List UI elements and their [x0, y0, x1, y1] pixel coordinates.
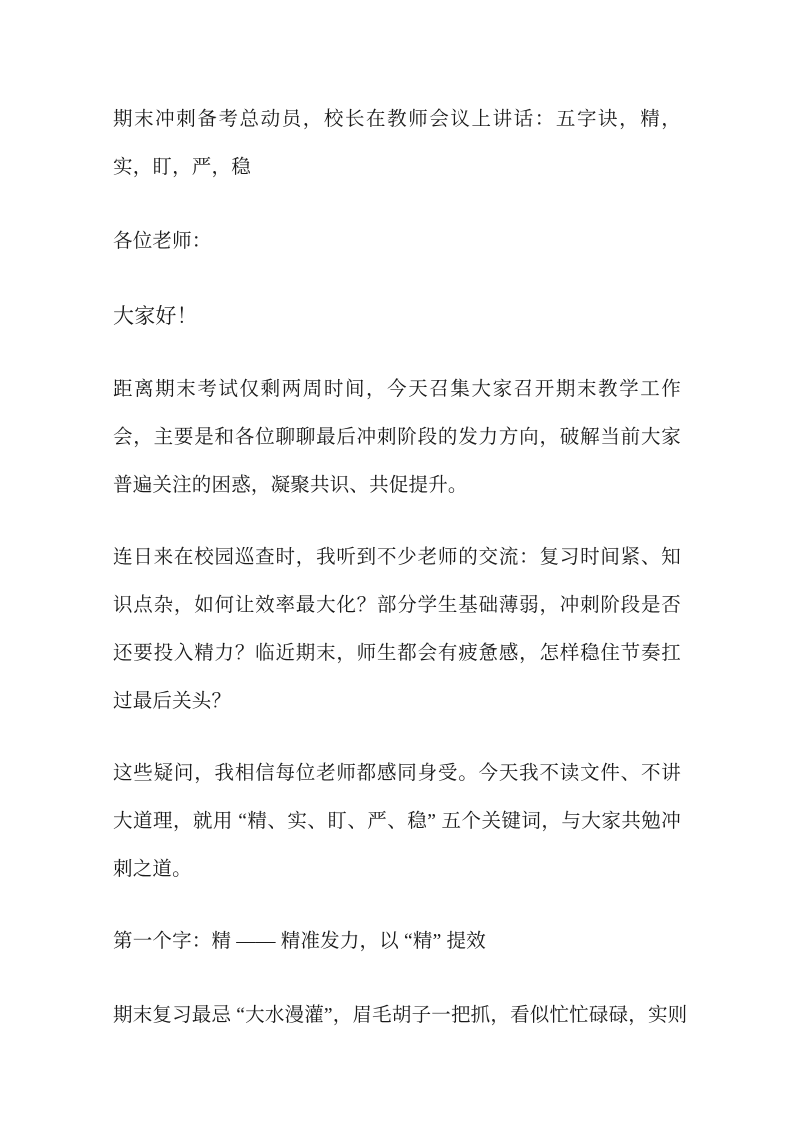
section-heading-first-keyword: 第一个字：精 —— 精准发力，以 “精” 提效: [113, 931, 486, 952]
section-body-truncated: 期末复习最忌 “大水漫灌”，眉毛胡子一把抓，看似忙忙碌碌，实则: [113, 1005, 688, 1026]
greeting-line: 大家好！: [113, 304, 198, 328]
body-paragraph-2: 连日来在校园巡查时，我听到不少老师的交流：复习时间紧、知识点杂，如何让效率最大化？部分学生基础薄弱，冲刺阶段是否还要投入精力？临近期末，师生都会有疲惫感，怎样稳住节奏扛过最后关头？: [113, 547, 681, 712]
body-paragraph-1: 距离期末考试仅剩两周时间，今天召集大家召开期末教学工作会，主要是和各位聊聊最后冲刺阶段的发力方向，破解当前大家普遍关注的困惑，凝聚共识、共促提升。: [113, 379, 681, 496]
salutation-line: 各位老师：: [113, 231, 212, 252]
document-title-paragraph: 期末冲刺备考总动员，校长在教师会议上讲话：五字诀，精，实，盯，严，稳: [113, 109, 681, 178]
body-paragraph-3: 这些疑问，我相信每位老师都感同身受。今天我不读文件、不讲大道理，就用 “精、实、盯、严、稳” 五个关键词，与大家共勉冲刺之道。: [113, 763, 681, 880]
document-body: [113, 96, 688, 1140]
page-bottom-whitespace: [113, 1040, 681, 1140]
